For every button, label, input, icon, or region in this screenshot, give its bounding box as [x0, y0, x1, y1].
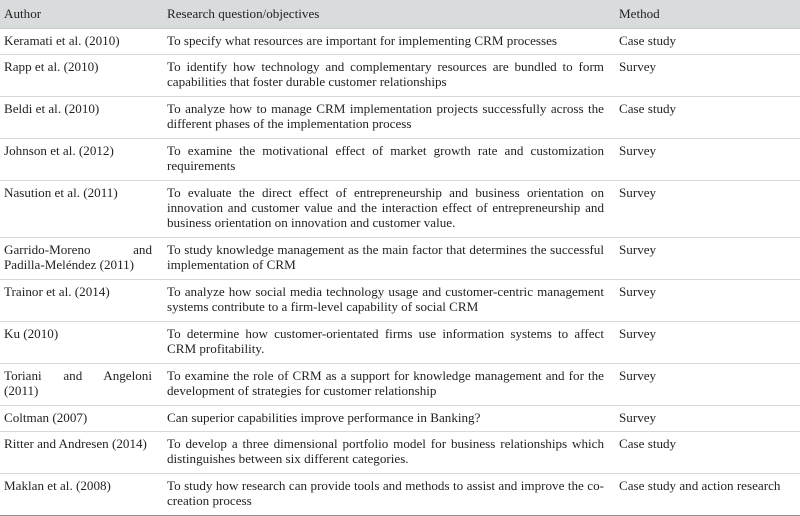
- cell-author: Ku (2010): [0, 321, 162, 363]
- cell-method: Survey: [614, 237, 800, 279]
- cell-method: Case study: [614, 431, 800, 473]
- table-row: [0, 237, 800, 279]
- cell-question: To study knowledge management as the main factor that determines the successful implementation of CRM: [162, 237, 614, 279]
- cell-method: Survey: [614, 180, 800, 237]
- cell-author: Keramati et al. (2010): [0, 28, 162, 54]
- cell-author: Maklan et al. (2008): [0, 473, 162, 515]
- cell-method: Survey: [614, 54, 800, 96]
- cell-question: Can superior capabilities improve performance in Banking?: [162, 405, 614, 431]
- table-row: [0, 405, 800, 431]
- header-method: Method: [614, 0, 800, 28]
- cell-question: To study how research can provide tools and methods to assist and improve the co-creation process: [162, 473, 614, 515]
- cell-method: Survey: [614, 279, 800, 321]
- table-body: [0, 28, 800, 515]
- header-author: Author: [0, 0, 162, 28]
- cell-author: Johnson et al. (2012): [0, 138, 162, 180]
- cell-question: To analyze how social media technology usage and customer-centric management systems contribute to a firm-level capability of social CRM: [162, 279, 614, 321]
- cell-author: Rapp et al. (2010): [0, 54, 162, 96]
- cell-author: Coltman (2007): [0, 405, 162, 431]
- table-row: [0, 28, 800, 54]
- cell-method: Survey: [614, 363, 800, 405]
- table-row: [0, 473, 800, 515]
- table-row: [0, 96, 800, 138]
- header-research-question: Research question/objectives: [162, 0, 614, 28]
- cell-question: To examine the role of CRM as a support for knowledge management and for the development of strategies for customer relationship: [162, 363, 614, 405]
- cell-question: To identify how technology and complementary resources are bundled to form capabilities that foster durable customer relationships: [162, 54, 614, 96]
- cell-author: Toriani and Angeloni (2011): [0, 363, 162, 405]
- cell-method: Survey: [614, 405, 800, 431]
- table-row: [0, 321, 800, 363]
- cell-author: Nasution et al. (2011): [0, 180, 162, 237]
- header-row: [0, 0, 800, 28]
- cell-question: To analyze how to manage CRM implementation projects successfully across the different phases of the implementation process: [162, 96, 614, 138]
- table-header: [0, 0, 800, 28]
- table-row: [0, 138, 800, 180]
- cell-question: To develop a three dimensional portfolio model for business relationships which distinguishes between six different categories.: [162, 431, 614, 473]
- cell-question: To examine the motivational effect of market growth rate and customization requirements: [162, 138, 614, 180]
- table-row: [0, 180, 800, 237]
- cell-method: Case study: [614, 28, 800, 54]
- cell-method: Survey: [614, 138, 800, 180]
- table-row: [0, 363, 800, 405]
- table-row: [0, 279, 800, 321]
- table-row: [0, 54, 800, 96]
- cell-question: To specify what resources are important for implementing CRM processes: [162, 28, 614, 54]
- cell-author: Trainor et al. (2014): [0, 279, 162, 321]
- cell-method: Survey: [614, 321, 800, 363]
- cell-author: Ritter and Andresen (2014): [0, 431, 162, 473]
- cell-author: Garrido-Moreno and Padilla-Meléndez (2011): [0, 237, 162, 279]
- cell-question: To evaluate the direct effect of entrepreneurship and business orientation on innovation and customer value and the interaction effect of entrepreneurship and business orientation on innovation and customer value.: [162, 180, 614, 237]
- cell-question: To determine how customer-orientated firms use information systems to affect CRM profitability.: [162, 321, 614, 363]
- table-row: [0, 431, 800, 473]
- cell-method: Case study and action research: [614, 473, 800, 515]
- cell-author: Beldi et al. (2010): [0, 96, 162, 138]
- cell-method: Case study: [614, 96, 800, 138]
